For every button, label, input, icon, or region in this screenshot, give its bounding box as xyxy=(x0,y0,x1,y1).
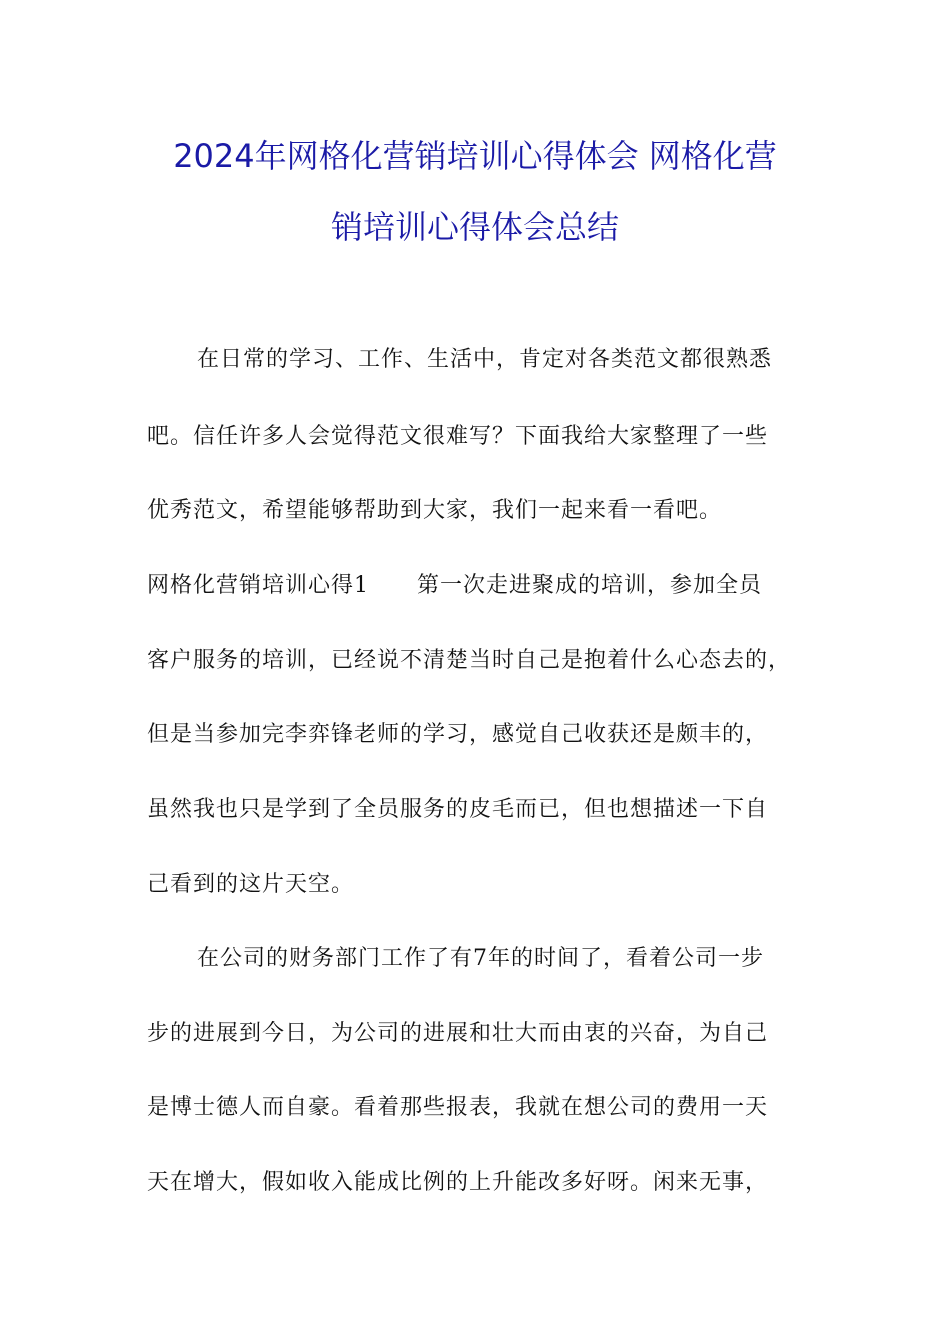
paragraph-line: 优秀范文，希望能够帮助到大家，我们一起来看一看吧。 xyxy=(147,498,723,523)
paragraph-line: 吧。信任许多人会觉得范文很难写？下面我给大家整理了一些 xyxy=(147,424,769,449)
paragraph-line: 客户服务的培训，已经说不清楚当时自己是抱着什么心态去的， xyxy=(147,648,792,673)
paragraph-line: 天在增大，假如收入能成比例的上升能改多好呀。闲来无事， xyxy=(147,1170,769,1195)
paragraph-line: 己看到的这片天空。 xyxy=(147,872,355,897)
paragraph-line: 在日常的学习、工作、生活中，肯定对各类范文都很熟悉 xyxy=(197,347,773,372)
document-title-line-1: 2024年网格化营销培训心得体会 网格化营 xyxy=(173,137,777,175)
paragraph-line: 是博士德人而自豪。看着那些报表，我就在想公司的费用一天 xyxy=(147,1095,769,1120)
document-title-line-2: 销培训心得体会总结 xyxy=(330,208,619,246)
section-heading: 网格化营销培训心得1 xyxy=(147,573,369,598)
paragraph-text: 第一次走进聚成的培训，参加全员 xyxy=(417,573,763,598)
paragraph-line: 但是当参加完李弈锋老师的学习，感觉自己收获还是颇丰的， xyxy=(147,722,769,747)
section-heading-line xyxy=(147,571,762,601)
paragraph-line: 步的进展到今日，为公司的进展和壮大而由衷的兴奋，为自己 xyxy=(147,1021,769,1046)
paragraph-line: 在公司的财务部门工作了有7年的时间了，看着公司一步 xyxy=(197,946,764,971)
paragraph-line: 虽然我也只是学到了全员服务的皮毛而已，但也想描述一下自 xyxy=(147,797,769,822)
